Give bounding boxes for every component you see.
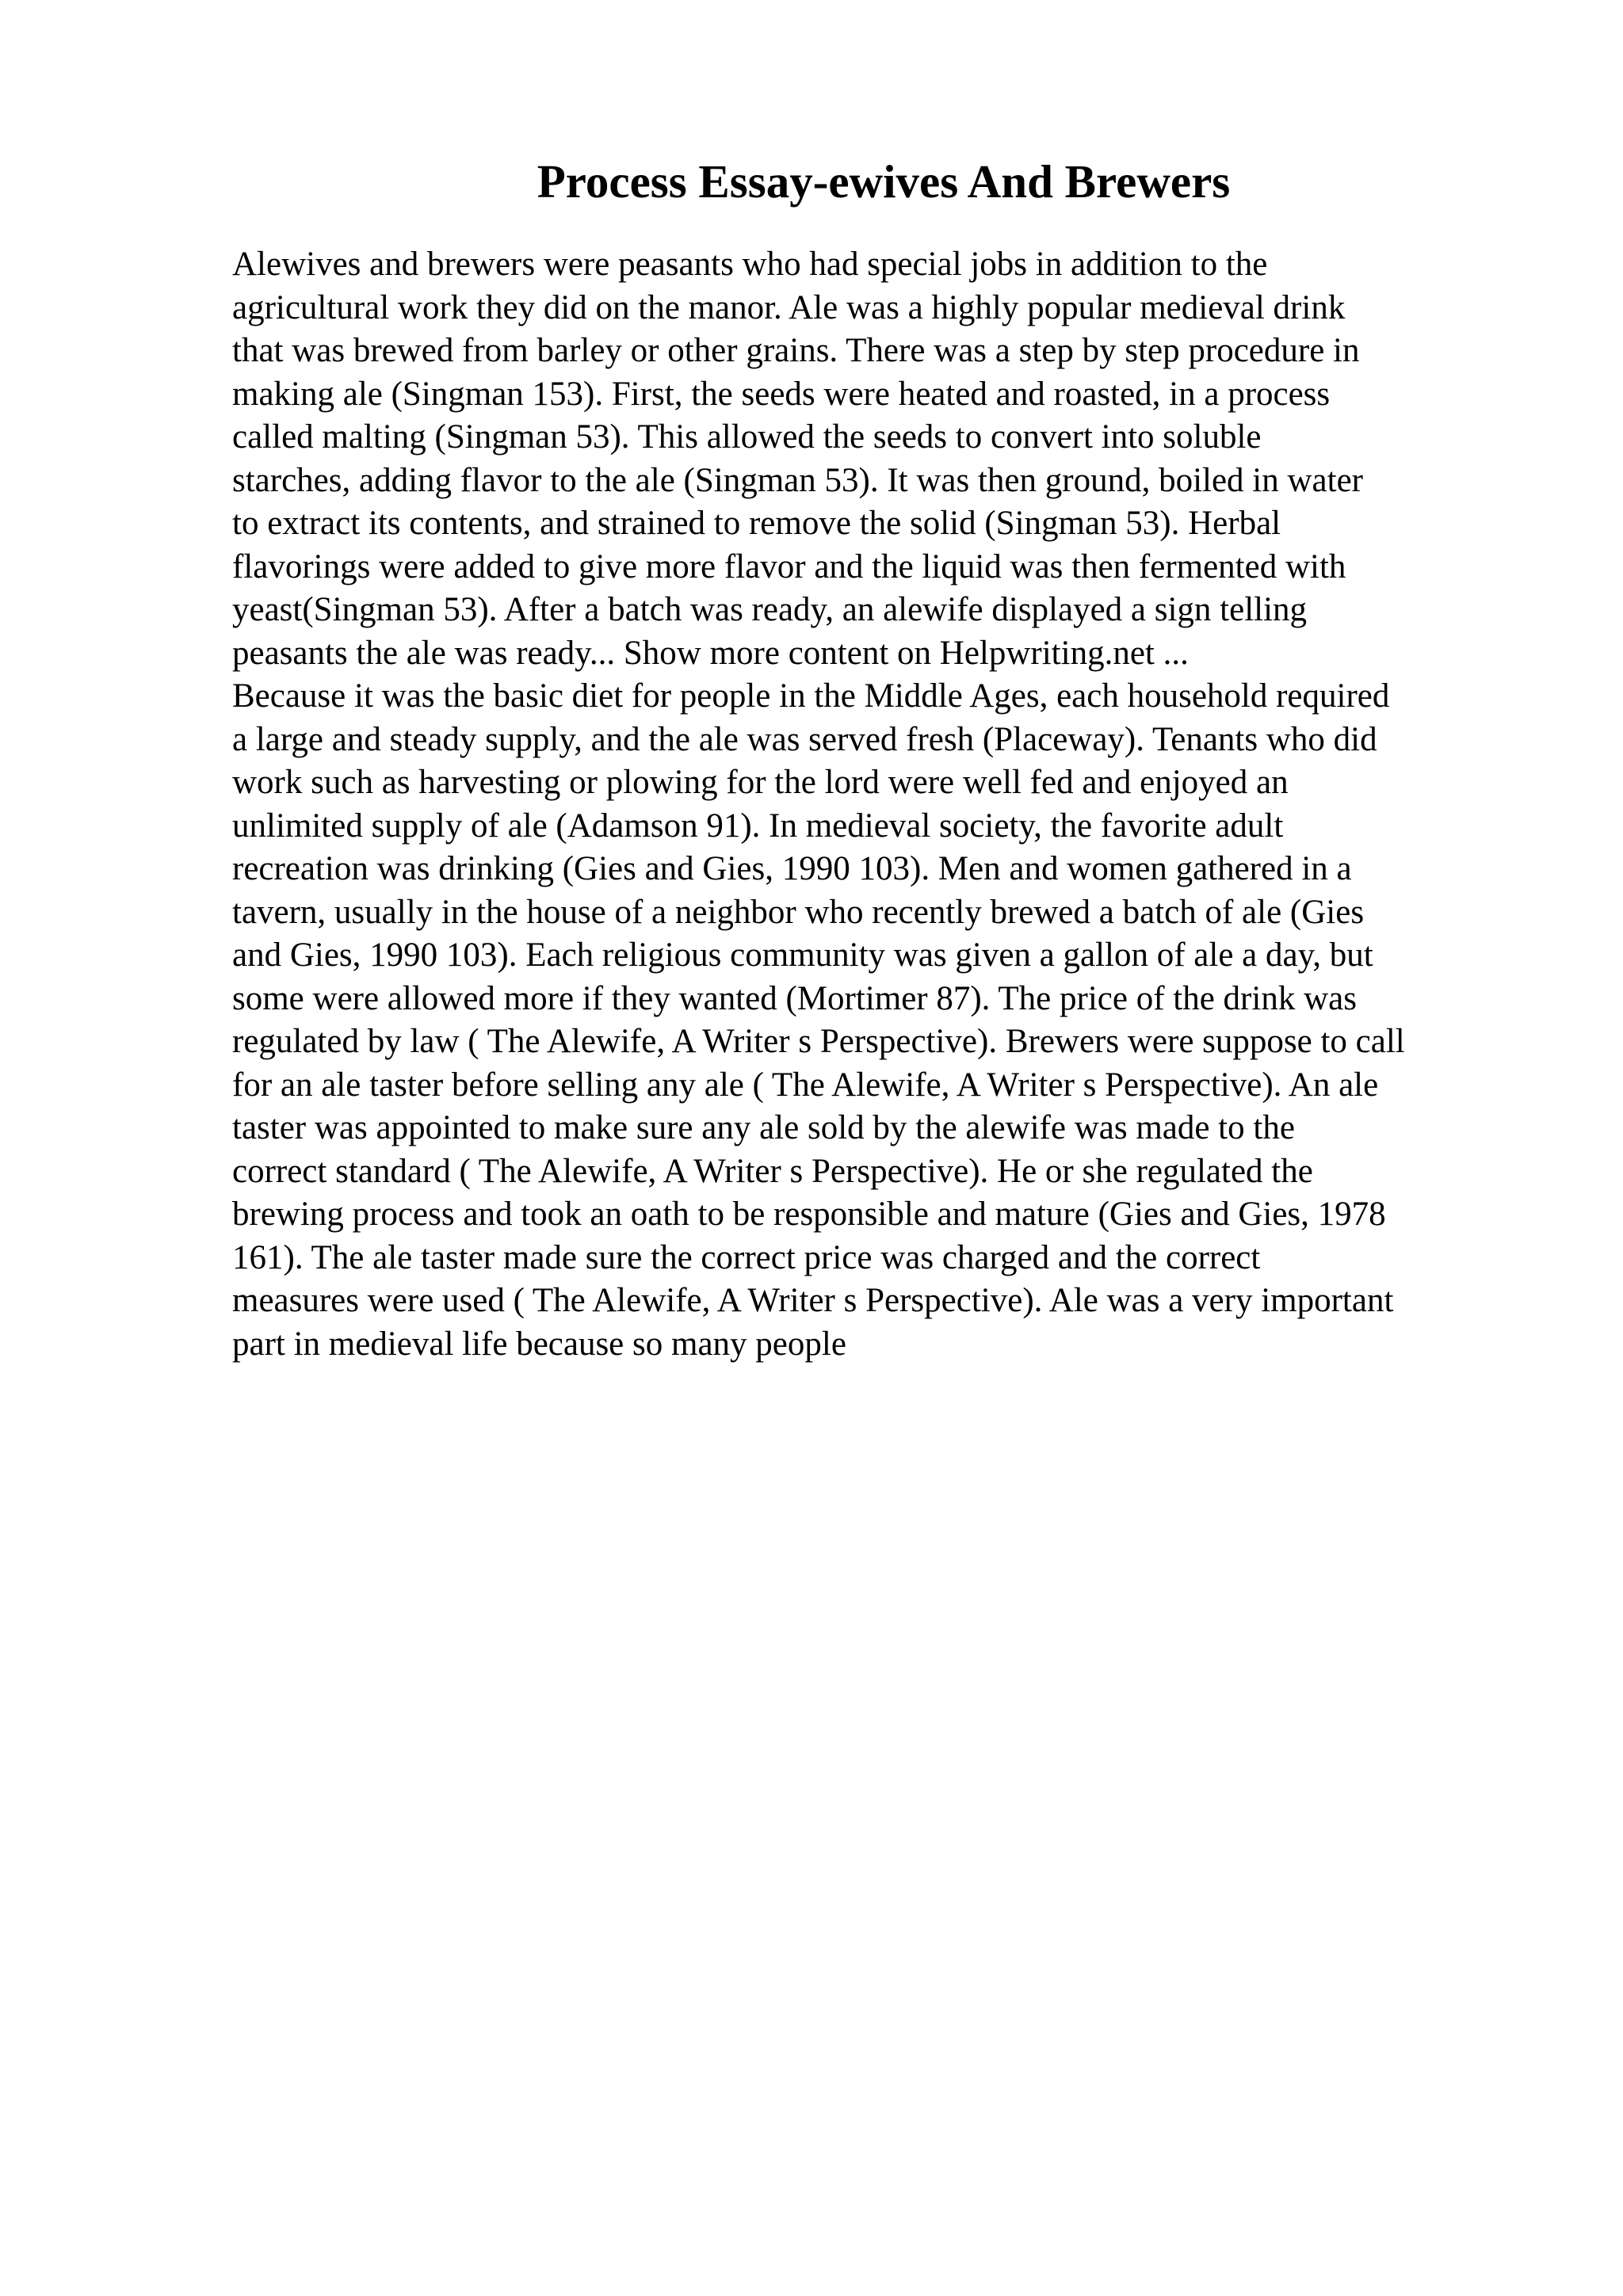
text-line: a large and steady supply, and the ale was served fresh (Placeway). Tenants who did (232, 720, 1377, 758)
text-line: for an ale taster before selling any ale ( The Alewife, A Writer s Perspective). An ale (232, 1066, 1379, 1104)
text-line: yeast(Singman 53). After a batch was ready, an alewife displayed a sign telling (232, 591, 1308, 628)
text-line: correct standard ( The Alewife, A Writer s Perspective). He or she regulated the (232, 1152, 1313, 1190)
text-line: taster was appointed to make sure any ale sold by the alewife was made to the (232, 1109, 1295, 1146)
text-line: and Gies, 1990 103). Each religious community was given a gallon of ale a day, but (232, 936, 1373, 974)
text-line: measures were used ( The Alewife, A Writer s Perspective). Ale was a very important (232, 1282, 1394, 1319)
text-line: part in medieval life because so many people (232, 1325, 846, 1363)
text-line: peasants the ale was ready... Show more content on Helpwriting.net ... (232, 634, 1189, 672)
text-line: work such as harvesting or plowing for the lord were well fed and enjoyed an (232, 764, 1289, 801)
page-title: Process Essay-ewives And Brewers (537, 155, 1231, 208)
text-line: to extract its contents, and strained to remove the solid (Singman 53). Herbal (232, 505, 1281, 542)
essay-body (232, 243, 1579, 1366)
text-line: called malting (Singman 53). This allowed the seeds to convert into soluble (232, 418, 1262, 456)
text-line: flavorings were added to give more flavor and the liquid was then fermented with (232, 547, 1346, 585)
text-line: starches, adding flavor to the ale (Singman 53). It was then ground, boiled in water (232, 461, 1363, 499)
text-line: regulated by law ( The Alewife, A Writer s Perspective). Brewers were suppose to call (232, 1023, 1405, 1060)
text-line: agricultural work they did on the manor. Ale was a highly popular medieval drink (232, 288, 1346, 326)
text-line: Alewives and brewers were peasants who had special jobs in addition to the (232, 246, 1268, 283)
text-line: 161). The ale taster made sure the correct price was charged and the correct (232, 1238, 1261, 1276)
text-line: that was brewed from barley or other grains. There was a step by step procedure in (232, 332, 1360, 369)
text-line: making ale (Singman 153). First, the seeds were heated and roasted, in a process (232, 375, 1331, 413)
text-line: Because it was the basic diet for people in the Middle Ages, each household required (232, 677, 1390, 715)
text-line: tavern, usually in the house of a neighbor who recently brewed a batch of ale (Gies (232, 893, 1365, 931)
text-line: unlimited supply of ale (Adamson 91). In medieval society, the favorite adult (232, 807, 1284, 845)
text-line: some were allowed more if they wanted (Mortimer 87). The price of the drink was (232, 979, 1357, 1017)
text-line: brewing process and took an oath to be responsible and mature (Gies and Gies, 1978 (232, 1196, 1386, 1233)
text-line: recreation was drinking (Gies and Gies, 1990 103). Men and women gathered in a (232, 850, 1352, 887)
